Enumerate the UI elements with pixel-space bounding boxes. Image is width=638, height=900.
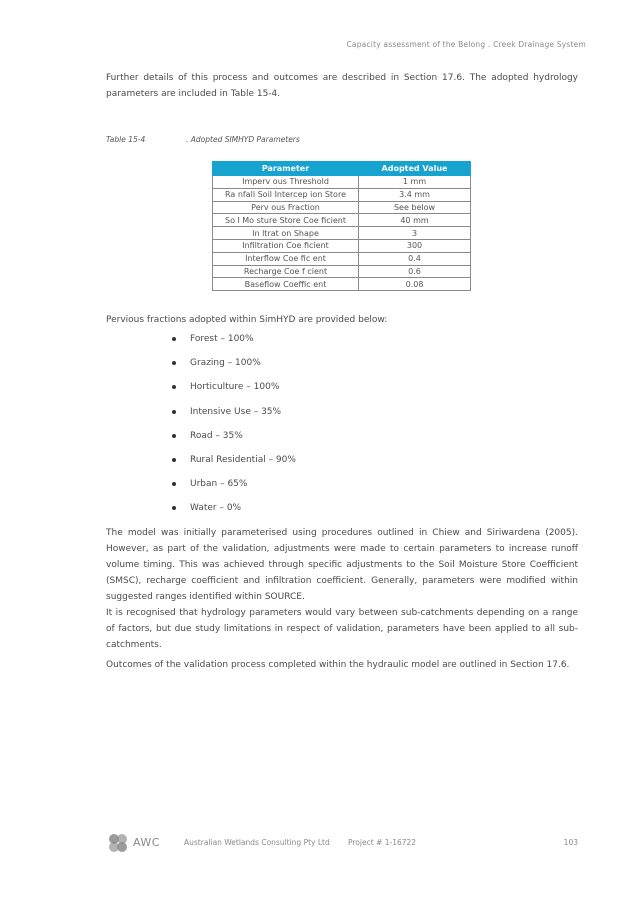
column-header-parameter: Parameter xyxy=(213,162,359,176)
parameter-cell: In ltrat on Shape xyxy=(213,227,359,240)
bullet-icon xyxy=(172,361,176,365)
list-item xyxy=(172,332,296,356)
list-item xyxy=(172,429,296,453)
table-row xyxy=(213,214,471,227)
table-header-row xyxy=(213,162,471,176)
bullet-icon xyxy=(172,337,176,341)
table-row xyxy=(213,265,471,278)
list-item-text: Water – 0% xyxy=(190,503,242,514)
parameter-cell: So l Mo sture Store Coe ficient xyxy=(213,214,359,227)
parameter-cell: Perv ous Fraction xyxy=(213,201,359,214)
body-paragraph-1: The model was initially parameterised using procedures outlined in Chiew and Siriwardena (2005). However, as part of the validation, adjustments were made to certain parameters to increase runoff volume timing. This was achieved through specific adjustments to the Soil Moisture Store Coefficient (SMSC), recharge coefficient and infiltration coefficient. Generally, parameters were modified within suggested ranges identified within SOURCE. xyxy=(106,528,578,602)
value-cell: 1 mm xyxy=(359,176,471,189)
body-paragraph-3: Outcomes of the validation process completed within the hydraulic model are outlined in Section 17.6. xyxy=(106,660,570,670)
running-header: Capacity assessment of the Belong . Creek Drainage System xyxy=(346,40,586,49)
table-caption-title: . Adopted SIMHYD Parameters xyxy=(186,135,300,144)
value-cell: 3 xyxy=(359,227,471,240)
value-cell: 3.4 mm xyxy=(359,188,471,201)
parameter-cell: Interflow Coe fic ent xyxy=(213,252,359,265)
bullet-icon xyxy=(172,506,176,510)
table-caption xyxy=(106,135,300,144)
bullet-icon xyxy=(172,385,176,389)
list-item-text: Forest – 100% xyxy=(190,334,254,344)
table-row xyxy=(213,278,471,291)
bullet-icon xyxy=(172,410,176,414)
list-item xyxy=(172,405,296,429)
logo-text: AWC xyxy=(133,836,160,849)
value-cell: 0.08 xyxy=(359,278,471,291)
pervious-intro: Pervious fractions adopted within SimHYD are provided below: xyxy=(106,315,388,325)
table-row xyxy=(213,188,471,201)
list-item-text: Intensive Use – 35% xyxy=(190,406,282,417)
parameter-cell: Imperv ous Threshold xyxy=(213,176,359,189)
list-item xyxy=(172,453,296,477)
list-item xyxy=(172,380,296,404)
page-footer xyxy=(106,832,578,856)
value-cell: 0.4 xyxy=(359,252,471,265)
parameter-cell: Ra nfall Soil Intercep ion Store xyxy=(213,188,359,201)
table-body xyxy=(213,176,471,291)
table-caption-number: Table 15-4 xyxy=(106,135,146,144)
company-name: Australian Wetlands Consulting Pty Ltd xyxy=(184,838,330,847)
list-item xyxy=(172,501,296,525)
list-item-text: Road – 35% xyxy=(190,430,243,441)
list-item-text: Grazing – 100% xyxy=(190,358,261,369)
value-cell: 40 mm xyxy=(359,214,471,227)
list-item-text: Horticulture – 100% xyxy=(190,382,280,393)
intro-paragraph: Further details of this process and outcomes are described in Section 17.6. The adopted hydrology parameters are included in Table 15-4. xyxy=(106,73,578,99)
table-row xyxy=(213,201,471,214)
list-item xyxy=(172,477,296,501)
bullet-icon xyxy=(172,434,176,438)
bullet-icon xyxy=(172,482,176,486)
parameters-table xyxy=(212,161,471,291)
list-item-text: Rural Residential – 90% xyxy=(190,454,296,465)
parameter-cell: Infiltration Coe ficient xyxy=(213,239,359,252)
list-item-text: Urban – 65% xyxy=(190,479,248,490)
project-number: Project # 1-16722 xyxy=(348,838,417,847)
table-row xyxy=(213,239,471,252)
awc-logo-icon xyxy=(106,832,130,854)
parameter-cell: Recharge Coe f cient xyxy=(213,265,359,278)
page-number: 103 xyxy=(563,838,578,847)
value-cell: 300 xyxy=(359,239,471,252)
table-row xyxy=(213,227,471,240)
pervious-fractions-list xyxy=(172,332,296,526)
list-item xyxy=(172,356,296,380)
bullet-icon xyxy=(172,458,176,462)
parameter-cell: Baseflow Coeffic ent xyxy=(213,278,359,291)
value-cell: See below xyxy=(359,201,471,214)
column-header-value: Adopted Value xyxy=(359,162,471,176)
table-row xyxy=(213,252,471,265)
body-paragraph-2: It is recognised that hydrology parameters would vary between sub-catchments depending on a range of factors, but due study limitations in respect of validation, parameters have been applied to all sub-catchments. xyxy=(106,608,578,650)
table-row xyxy=(213,176,471,189)
value-cell: 0.6 xyxy=(359,265,471,278)
